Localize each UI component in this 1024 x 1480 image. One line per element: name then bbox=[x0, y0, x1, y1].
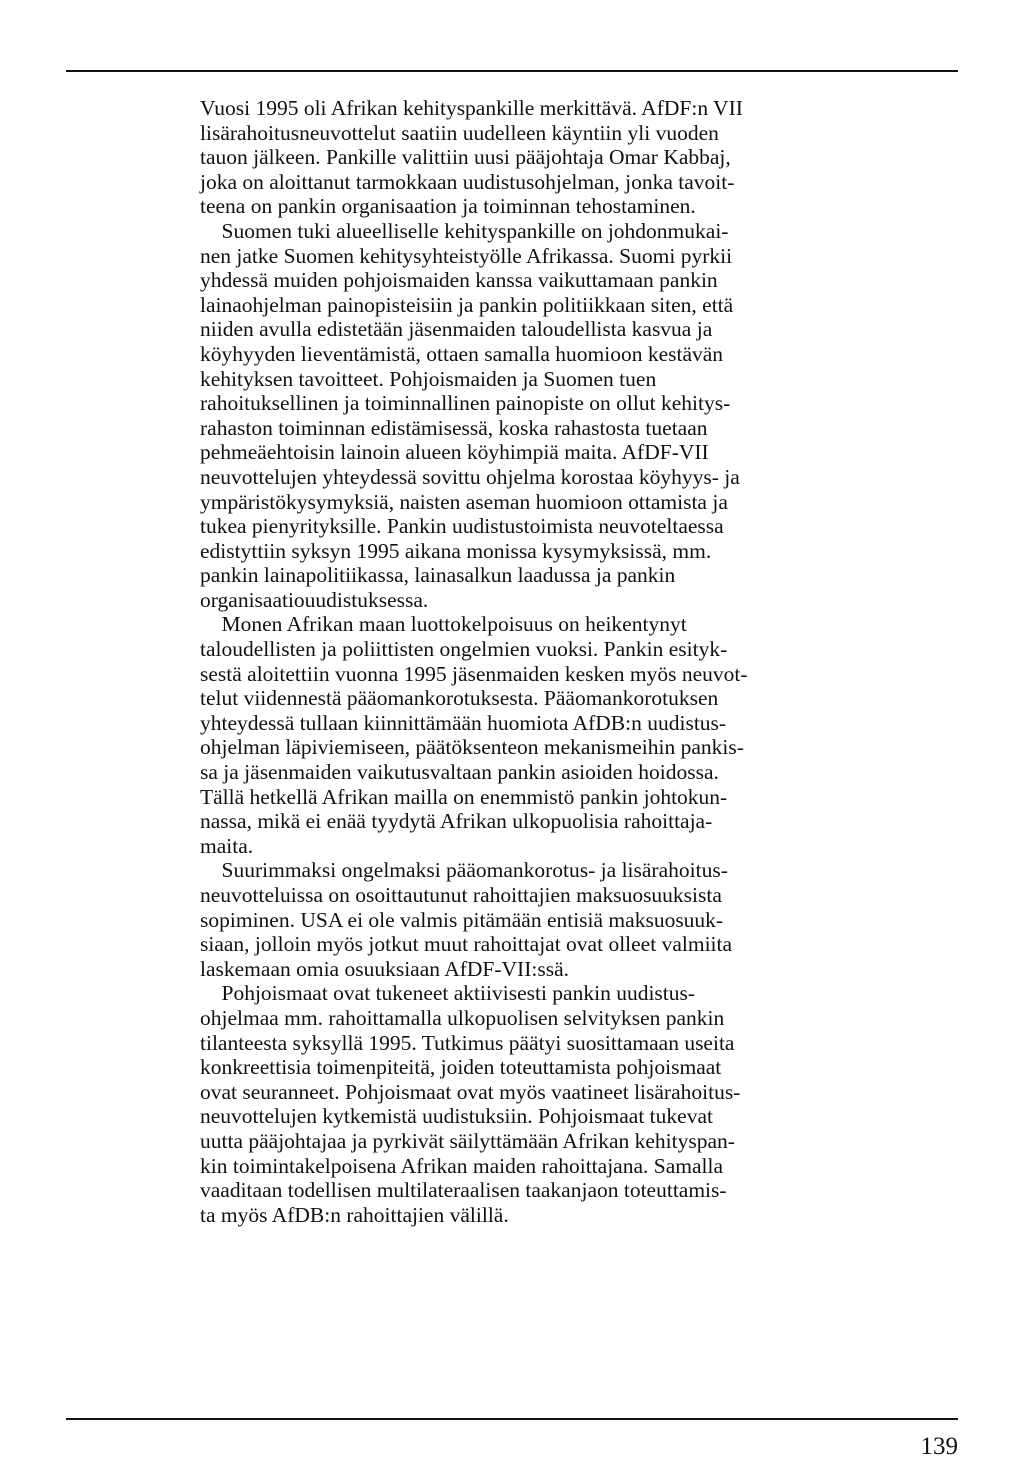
text-line: Tällä hetkellä Afrikan mailla on enemmistö pankin johtokun- bbox=[200, 784, 728, 809]
text-line: kin toimintakelpoisena Afrikan maiden rahoittajana. Samalla bbox=[200, 1153, 724, 1178]
text-line: uutta pääjohtajaa ja pyrkivät säilyttämään Afrikan kehityspan- bbox=[200, 1128, 735, 1153]
text-line: tauon jälkeen. Pankille valittiin uusi pääjohtaja Omar Kabbaj, bbox=[200, 145, 731, 170]
text-line: sopiminen. USA ei ole valmis pitämään entisiä maksuosuuk- bbox=[200, 907, 724, 932]
text-line: laskemaan omia osuuksiaan AfDF-VII:ssä. bbox=[200, 956, 570, 981]
text-line: pehmeäehtoisin lainoin alueen köyhimpiä maita. AfDF-VII bbox=[200, 440, 709, 465]
text-line: pankin lainapolitiikassa, lainasalkun laadussa ja pankin bbox=[200, 563, 676, 588]
text-line: Vuosi 1995 oli Afrikan kehityspankille merkittävä. AfDF:n VII bbox=[200, 96, 743, 120]
text-line: kehityksen tavoitteet. Pohjoismaiden ja Suomen tuen bbox=[200, 366, 657, 391]
text-line: ta myös AfDB:n rahoittajien välillä. bbox=[200, 1202, 509, 1227]
body-text bbox=[200, 96, 896, 1227]
bottom-rule bbox=[66, 1418, 958, 1420]
text-line: teena on pankin organisaation ja toiminnan tehostaminen. bbox=[200, 194, 696, 219]
text-line: yhteydessä tullaan kiinnittämään huomiota AfDB:n uudistus- bbox=[200, 710, 727, 735]
text-line: siaan, jolloin myös jotkut muut rahoittajat ovat olleet valmiita bbox=[200, 932, 733, 957]
text-line: Suurimmaksi ongelmaksi pääomankorotus- ja lisärahoitus- bbox=[200, 858, 728, 883]
text-line: lainaohjelman painopisteisiin ja pankin politiikkaan siten, että bbox=[200, 292, 734, 317]
text-line: maita. bbox=[200, 833, 254, 858]
text-line: rahaston toiminnan edistämisessä, koska rahastosta tuetaan bbox=[200, 415, 708, 440]
text-line: yhdessä muiden pohjoismaiden kanssa vaikuttamaan pankin bbox=[200, 268, 718, 293]
text-line: sa ja jäsenmaiden vaikutusvaltaan pankin asioiden hoidossa. bbox=[200, 760, 719, 785]
text-line: neuvotteluissa on osoittautunut rahoittajien maksuosuuksista bbox=[200, 883, 722, 907]
text-line: ympäristökysymyksiä, naisten aseman huomioon ottamista ja bbox=[200, 489, 728, 514]
text-line: tilanteesta syksyllä 1995. Tutkimus päätyi suosittamaan useita bbox=[200, 1030, 735, 1055]
text-line: organisaatiouudistuksessa. bbox=[200, 587, 429, 612]
text-line: telut viidennestä pääomankorotuksesta. Pääomankorotuksen bbox=[200, 686, 719, 711]
text-line: edistyttiin syksyn 1995 aikana monissa kysymyksissä, mm. bbox=[200, 538, 712, 563]
text-line: niiden avulla edistetään jäsenmaiden taloudellista kasvua ja bbox=[200, 317, 713, 342]
page-number: 139 bbox=[920, 1433, 958, 1460]
text-line: sestä aloitettiin vuonna 1995 jäsenmaiden kesken myös neuvot- bbox=[200, 661, 748, 686]
text-line: ovat seuranneet. Pohjoismaat ovat myös vaatineet lisärahoitus- bbox=[200, 1079, 741, 1104]
text-line: rahoituksellinen ja toiminnallinen painopiste on ollut kehitys- bbox=[200, 391, 731, 416]
text-line: neuvottelujen kytkemistä uudistuksiin. Pohjoismaat tukevat bbox=[200, 1104, 713, 1129]
text-line: konkreettisia toimenpiteitä, joiden toteuttamista pohjoismaat bbox=[200, 1055, 722, 1080]
text-line: tukea pienyrityksille. Pankin uudistustoimista neuvoteltaessa bbox=[200, 514, 724, 539]
text-line: joka on aloittanut tarmokkaan uudistusohjelman, jonka tavoit- bbox=[200, 169, 735, 194]
text-line: nassa, mikä ei enää tyydytä Afrikan ulkopuolisia rahoittaja- bbox=[200, 809, 713, 834]
text-line: Monen Afrikan maan luottokelpoisuus on heikentynyt bbox=[200, 612, 687, 637]
text-line: neuvottelujen yhteydessä sovittu ohjelma korostaa köyhyys- ja bbox=[200, 464, 740, 489]
top-rule bbox=[66, 70, 958, 72]
text-line: vaaditaan todellisen multilateraalisen taakanjaon toteuttamis- bbox=[200, 1178, 727, 1203]
text-line: taloudellisten ja poliittisten ongelmien vuoksi. Pankin esityk- bbox=[200, 637, 728, 662]
text-line: ohjelman läpiviemiseen, päätöksenteon mekanismeihin pankis- bbox=[200, 735, 744, 760]
text-line: köyhyyden lieventämistä, ottaen samalla huomioon kestävän bbox=[200, 341, 724, 366]
text-line: nen jatke Suomen kehitysyhteistyölle Afrikassa. Suomi pyrkii bbox=[200, 243, 733, 268]
text-line: ohjelmaa mm. rahoittamalla ulkopuolisen selvityksen pankin bbox=[200, 1005, 725, 1030]
text-line: Pohjoismaat ovat tukeneet aktiivisesti pankin uudistus- bbox=[200, 981, 696, 1006]
text-line: Suomen tuki alueelliselle kehityspankille on johdonmukai- bbox=[200, 218, 729, 243]
text-line: lisärahoitusneuvottelut saatiin uudelleen käyntiin yli vuoden bbox=[200, 120, 719, 145]
